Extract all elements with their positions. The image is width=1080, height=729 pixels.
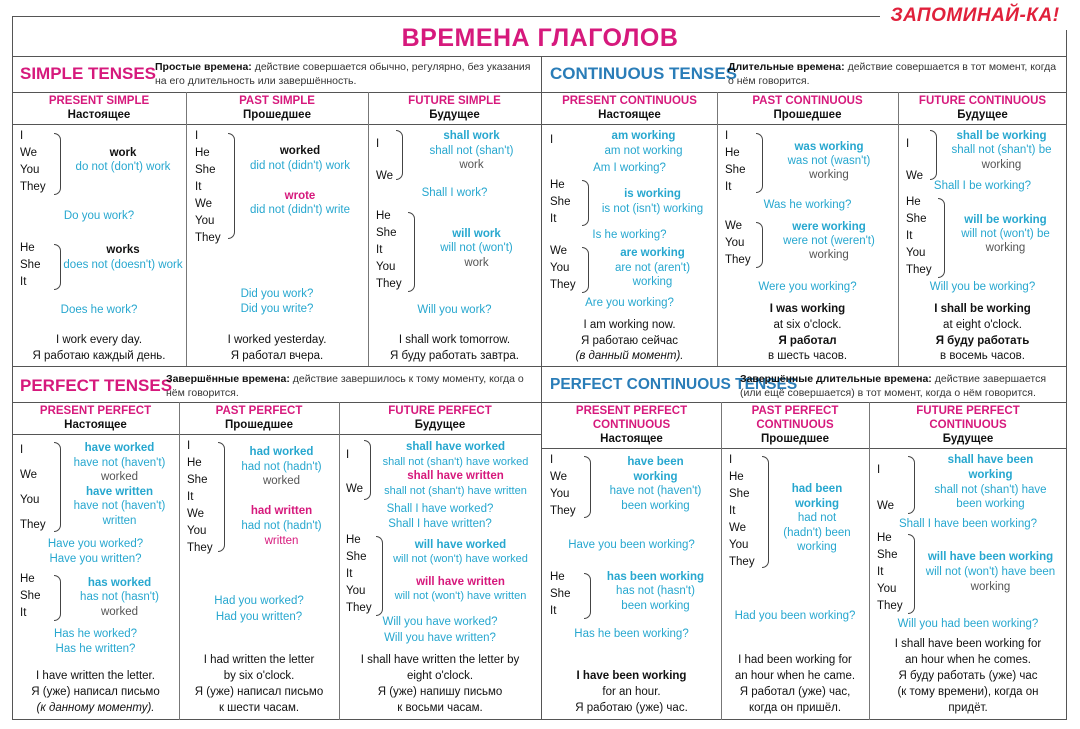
question-form: Shall I have written?: [388, 518, 492, 530]
negative-form: has not (hasn't): [80, 591, 159, 603]
negative-form: working: [632, 276, 673, 288]
question-form: Have you worked?: [47, 538, 144, 550]
negative-form: is not (isn't) working: [601, 203, 704, 215]
column-header-past-continuous: PAST CONTINUOUS Прошедшее: [752, 95, 863, 121]
question-form: Am I working?: [593, 162, 666, 174]
example-en: I have written the letter.: [36, 670, 155, 682]
affirmative-form: was working: [794, 141, 864, 153]
question-form: Had you worked?: [214, 595, 304, 607]
divider: [12, 402, 1067, 403]
pronoun-list: I He She It: [725, 130, 746, 193]
question-form: Was he working?: [763, 199, 852, 211]
example-ru: Я (уже) написал письмо: [194, 686, 324, 698]
question-form: Has he worked?: [53, 628, 138, 640]
question-form: Has he been working?: [574, 628, 689, 640]
example-ru: Я буду работать: [935, 335, 1030, 347]
negative-form: was not (wasn't): [787, 155, 871, 167]
negative-form: been working: [956, 498, 1025, 510]
pronoun-list: I He She It We You They: [729, 454, 755, 568]
affirmative-form: had written: [250, 505, 313, 517]
pronoun-list: I He She It We You They: [187, 440, 213, 554]
pronoun-list: I We You They: [550, 454, 576, 517]
negative-form: shall not (shan't) have: [934, 484, 1047, 496]
brand-logo: ЗАПОМИНАЙ-КА!: [880, 2, 1070, 30]
negative-form: working: [809, 249, 849, 261]
pronoun-list: He She It: [550, 571, 571, 617]
column-header-present-perfect: PRESENT PERFECT Настоящее: [39, 405, 152, 431]
example-en: eight o'clock.: [406, 670, 474, 682]
question-form: Shall I work?: [421, 187, 488, 199]
pronoun-list: He She It You They: [376, 210, 402, 290]
negative-form: shall not (shan't) be: [951, 144, 1052, 156]
column-header-present-simple: PRESENT SIMPLE Настоящее: [48, 95, 150, 121]
negative-form: had not (hadn't): [241, 520, 322, 532]
affirmative-form: had been: [791, 483, 843, 495]
negative-form: been working: [621, 600, 690, 612]
column-header-present-continuous: PRESENT CONTINUOUS Настоящее: [562, 95, 697, 121]
section-title-continuous: CONTINUOUS TENSES: [550, 64, 738, 83]
negative-form: worked: [100, 471, 139, 483]
question-form: Has he written?: [55, 643, 136, 655]
section-title-simple: SIMPLE TENSES: [20, 64, 157, 83]
section-title-perfect: PERFECT TENSES: [20, 376, 173, 395]
negative-form: had not: [797, 512, 837, 524]
negative-form: will not (won't) be: [961, 228, 1050, 240]
affirmative-form: will have written: [416, 576, 505, 588]
affirmative-form: have written: [85, 486, 154, 498]
negative-form: work: [464, 257, 489, 269]
affirmative-form: working: [794, 498, 840, 510]
column-header-future-perfect-continuous: FUTURE PERFECT CONTINUOUS Будущее: [916, 405, 1020, 445]
example-en: I had written the letter: [203, 654, 315, 666]
negative-form: written: [264, 535, 299, 547]
column-header-past-perfect: PAST PERFECT Прошедшее: [215, 405, 303, 431]
negative-form: did not (didn't) write: [250, 204, 350, 216]
question-form: Had you been working?: [734, 610, 856, 622]
negative-form: working: [970, 581, 1011, 593]
example-ru: к восьми часам.: [397, 702, 483, 714]
pronoun-list: I We: [376, 138, 394, 182]
affirmative-form: working: [968, 469, 1013, 481]
column-header-future-simple: FUTURE SIMPLE Будущее: [408, 95, 501, 121]
affirmative-form: had worked: [249, 446, 314, 458]
affirmative-form: works: [106, 244, 140, 256]
question-form: Will you have worked?: [382, 616, 498, 628]
affirmative-form: shall have written: [407, 470, 504, 482]
example-ru: когда он пришёл.: [748, 702, 842, 714]
negative-form: shall not (shan't): [429, 145, 514, 157]
pronoun-list: He She It: [550, 179, 571, 225]
example-ru: Я (уже) напишу письмо: [377, 686, 503, 698]
example-en: an hour when he came.: [734, 670, 856, 682]
negative-form: worked: [100, 606, 139, 618]
example-ru: (к данному моменту).: [36, 702, 155, 714]
question-form: Have you written?: [49, 553, 142, 565]
column-header-past-simple: PAST SIMPLE Прошедшее: [239, 95, 315, 121]
divider: [368, 92, 369, 366]
negative-form: do not (don't) work: [75, 161, 171, 173]
negative-form: working: [797, 541, 837, 553]
negative-form: have not (haven't): [73, 457, 166, 469]
negative-form: did not (didn't) work: [250, 160, 350, 172]
pronoun-list: I We: [877, 464, 895, 512]
affirmative-form: are working: [620, 247, 685, 259]
question-form: Shall I have been working?: [898, 518, 1038, 530]
divider: [542, 448, 1067, 449]
negative-form: has not (hasn't): [616, 585, 695, 597]
affirmative-form: will be working: [964, 214, 1047, 226]
section-title-perfect-continuous: PERFECT CONTINUOUS TENSES: [550, 376, 798, 393]
negative-form: had not (hadn't): [241, 461, 322, 473]
example-ru: Я работал вчера.: [230, 350, 324, 362]
affirmative-form: shall work: [443, 130, 500, 142]
question-form: Is he working?: [592, 229, 667, 241]
example-ru: Я работаю сейчас: [580, 335, 679, 347]
negative-form: will not (won't): [440, 242, 513, 254]
question-form: Shall I have worked?: [386, 503, 494, 515]
negative-form: have not (haven't): [609, 485, 702, 497]
example-ru: Я работал (уже) час,: [739, 686, 851, 698]
affirmative-form: have been: [627, 456, 684, 468]
example-en: for an hour.: [602, 686, 661, 698]
affirmative-form: shall have worked: [405, 441, 506, 453]
negative-form: will not (won't) have worked: [393, 553, 528, 565]
affirmative-form: working: [633, 471, 678, 483]
example-en: I had been working for: [738, 654, 852, 666]
question-form: Had you written?: [215, 611, 303, 623]
column-header-future-perfect: FUTURE PERFECT Будущее: [388, 405, 492, 431]
example-en: I shall work tomorrow.: [398, 334, 511, 346]
question-form: Does he work?: [60, 304, 138, 316]
question-form: Will you had been working?: [897, 618, 1039, 630]
affirmative-form: work: [109, 147, 137, 159]
question-form: Did you write?: [240, 303, 314, 315]
section-desc-continuous: Длительные времена: действие совершается в тот момент, когда о нём говорится.: [728, 61, 1057, 87]
affirmative-form: has been working: [606, 571, 705, 583]
negative-form: written: [102, 515, 137, 527]
example-en: I shall be working: [934, 303, 1031, 315]
negative-form: worked: [262, 475, 301, 487]
pronoun-list: I We You They: [20, 130, 46, 193]
pronoun-list: He She It You They: [346, 534, 372, 614]
pronoun-list: I We: [346, 449, 364, 495]
example-ru: в шесть часов.: [767, 350, 848, 362]
question-form: Do you work?: [63, 210, 135, 222]
pronoun-list: We You They: [550, 245, 576, 291]
negative-form: work: [459, 159, 484, 171]
affirmative-form: wrote: [284, 190, 316, 202]
example-ru: (к тому времени), когда он: [897, 686, 1039, 698]
negative-form: working: [981, 159, 1022, 171]
divider: [12, 434, 542, 435]
question-form: Have you been working?: [568, 539, 695, 551]
example-en: I shall have written the letter by: [360, 654, 520, 666]
example-ru: Я (уже) написал письмо: [31, 686, 160, 698]
divider: [12, 92, 1067, 93]
affirmative-form: shall be working: [956, 130, 1047, 142]
pronoun-list: He She It You They: [906, 196, 932, 276]
negative-form: have not (haven't): [73, 500, 166, 512]
column-header-present-perfect-continuous: PRESENT PERFECT CONTINUOUS Настоящее: [575, 405, 688, 445]
divider: [186, 92, 187, 366]
question-form: Were you working?: [758, 281, 857, 293]
example-ru: в восемь часов.: [940, 350, 1025, 362]
affirmative-form: will have been working: [927, 551, 1054, 563]
pronoun-list: He She It: [20, 573, 41, 619]
pronoun-list: I: [550, 134, 554, 146]
affirmative-form: am working: [611, 130, 676, 142]
pronoun-list: I He She It We You They: [195, 130, 221, 244]
negative-form: does not (doesn't) work: [63, 259, 183, 271]
affirmative-form: will have worked: [414, 539, 507, 551]
pronoun-list: We You They: [725, 220, 751, 266]
example-ru: придёт.: [948, 702, 988, 714]
column-header-future-continuous: FUTURE CONTINUOUS Будущее: [918, 95, 1047, 121]
affirmative-form: were working: [792, 221, 866, 233]
question-form: Will you have written?: [384, 632, 496, 644]
pronoun-list: I We: [906, 138, 924, 182]
question-form: Shall I be working?: [933, 180, 1032, 192]
negative-form: am not working: [604, 145, 683, 157]
page-title: ВРЕМЕНА ГЛАГОЛОВ: [401, 24, 679, 52]
divider: [541, 56, 542, 720]
example-en: I shall have been working for: [894, 638, 1042, 650]
negative-form: are not (aren't): [614, 262, 691, 274]
negative-form: shall not (shan't) have worked: [382, 456, 529, 468]
example-en: by six o'clock.: [223, 670, 295, 682]
example-ru: Я буду работать (уже) час: [898, 670, 1038, 682]
question-form: Will you be working?: [929, 281, 1036, 293]
example-en: I work every day.: [55, 334, 143, 346]
example-ru: Я буду работать завтра.: [390, 350, 519, 362]
negative-form: (hadn't) been: [783, 527, 851, 539]
pronoun-list: He She It You They: [877, 532, 903, 612]
example-ru: к шести часам.: [218, 702, 300, 714]
divider: [12, 366, 1067, 367]
column-header-past-perfect-continuous: PAST PERFECT CONTINUOUS Прошедшее: [751, 405, 839, 445]
negative-form: been working: [621, 500, 690, 512]
section-desc-perfect-continuous: Завершённые длительные времена: действие завершается (или ещё совершается) в тот момент, когда о нём говорится.: [740, 373, 1046, 399]
pronoun-list: I We You They: [20, 444, 46, 531]
example-en: I am working now.: [583, 319, 676, 331]
example-en: at eight o'clock.: [943, 319, 1022, 331]
affirmative-form: has worked: [87, 577, 152, 589]
example-en: at six o'clock.: [773, 319, 842, 331]
example-en: I have been working: [576, 670, 687, 682]
divider: [12, 124, 1067, 125]
example-en: I worked yesterday.: [227, 334, 327, 346]
affirmative-form: will work: [452, 228, 501, 240]
affirmative-form: is working: [624, 188, 681, 200]
negative-form: working: [985, 242, 1026, 254]
example-ru: Я работаю (уже) час.: [575, 702, 688, 714]
affirmative-form: have worked: [84, 442, 155, 454]
affirmative-form: worked: [279, 145, 321, 157]
example-en: an hour when he comes.: [905, 654, 1031, 666]
example-en: I was working: [769, 303, 846, 315]
brace-icon: [228, 133, 235, 239]
divider: [12, 56, 1067, 57]
example-ru: Я работал: [778, 335, 837, 347]
question-form: Did you work?: [240, 288, 314, 300]
affirmative-form: shall have been: [947, 454, 1034, 466]
negative-form: were not (weren't): [783, 235, 875, 247]
example-ru: Я работаю каждый день.: [32, 350, 166, 362]
negative-form: shall not (shan't) have written: [384, 485, 527, 497]
section-desc-perfect: Завершённые времена: действие завершилось к тому моменту, когда о нём говорится.: [166, 373, 524, 399]
example-ru: (в данный момент).: [575, 350, 684, 362]
question-form: Are you working?: [585, 297, 674, 309]
negative-form: will not (won't) have been: [925, 566, 1056, 578]
negative-form: working: [809, 169, 849, 181]
negative-form: will not (won't) have written: [394, 590, 527, 602]
section-desc-simple: Простые времена: действие совершается обычно, регулярно, без указания на его длительность или завершённость.: [155, 61, 531, 87]
pronoun-list: He She It: [20, 242, 41, 288]
question-form: Will you work?: [417, 304, 492, 316]
